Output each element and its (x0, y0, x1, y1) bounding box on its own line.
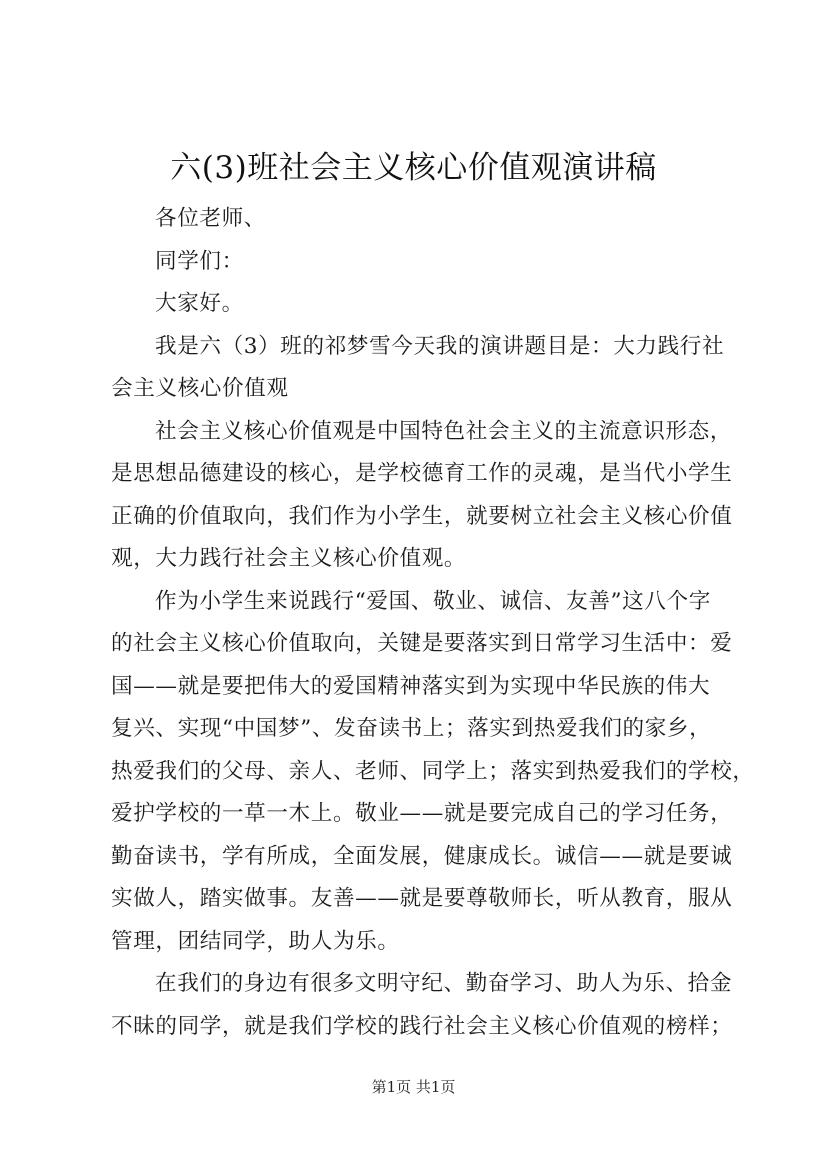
body-line: 勤奋读书，学有所成，全面发展，健康成长。诚信——就是要诚 (111, 843, 733, 869)
body-line: 国——就是要把伟大的爱国精神落实到为实现中华民族的伟大 (111, 673, 711, 699)
body-line: 同学们： (155, 248, 244, 274)
document-body (111, 198, 755, 1048)
body-line: 会主义核心价值观 (111, 376, 289, 401)
body-line: 在我们的身边有很多文明守纪、勤奋学习、助人为乐、拾金 (155, 971, 733, 996)
document-title: 六(3)班社会主义核心价值观演讲稿 (170, 150, 657, 186)
body-line: 正确的价值取向，我们作为小学生，就要树立社会主义核心价值 (111, 503, 733, 529)
body-line: 复兴、实现“中国梦”、发奋读书上；落实到热爱我们的家乡， (111, 716, 712, 741)
body-line: 的社会主义核心价值取向，关键是要落实到日常学习生活中：爱 (111, 631, 733, 656)
body-line: 实做人，踏实做事。友善——就是要尊敬师长，听从教育，服从 (111, 886, 733, 911)
body-line: 管理，团结同学，助人为乐。 (111, 928, 400, 954)
body-line: 爱护学校的一草一木上。敬业——就是要完成自己的学习任务， (111, 801, 733, 826)
body-line: 大家好。 (155, 291, 244, 316)
body-line: 是思想品德建设的核心，是学校德育工作的灵魂，是当代小学生 (111, 461, 733, 486)
page-footer: 第1页 共1页 (371, 1078, 456, 1096)
body-line: 热爱我们的父母、亲人、老师、同学上；落实到热爱我们的学校， (111, 758, 755, 784)
body-line: 各位老师、 (155, 206, 266, 231)
body-line: 我是六（3）班的祁梦雪今天我的演讲题目是：大力践行社 (155, 333, 725, 359)
body-line: 观，大力践行社会主义核心价值观。 (111, 546, 467, 571)
body-line: 作为小学生来说践行“爱国、敬业、诚信、友善”这八个字 (155, 588, 711, 614)
body-line: 不昧的同学，就是我们学校的践行社会主义核心价值观的榜样； (111, 1013, 733, 1039)
body-line: 社会主义核心价值观是中国特色社会主义的主流意识形态， (155, 418, 733, 444)
